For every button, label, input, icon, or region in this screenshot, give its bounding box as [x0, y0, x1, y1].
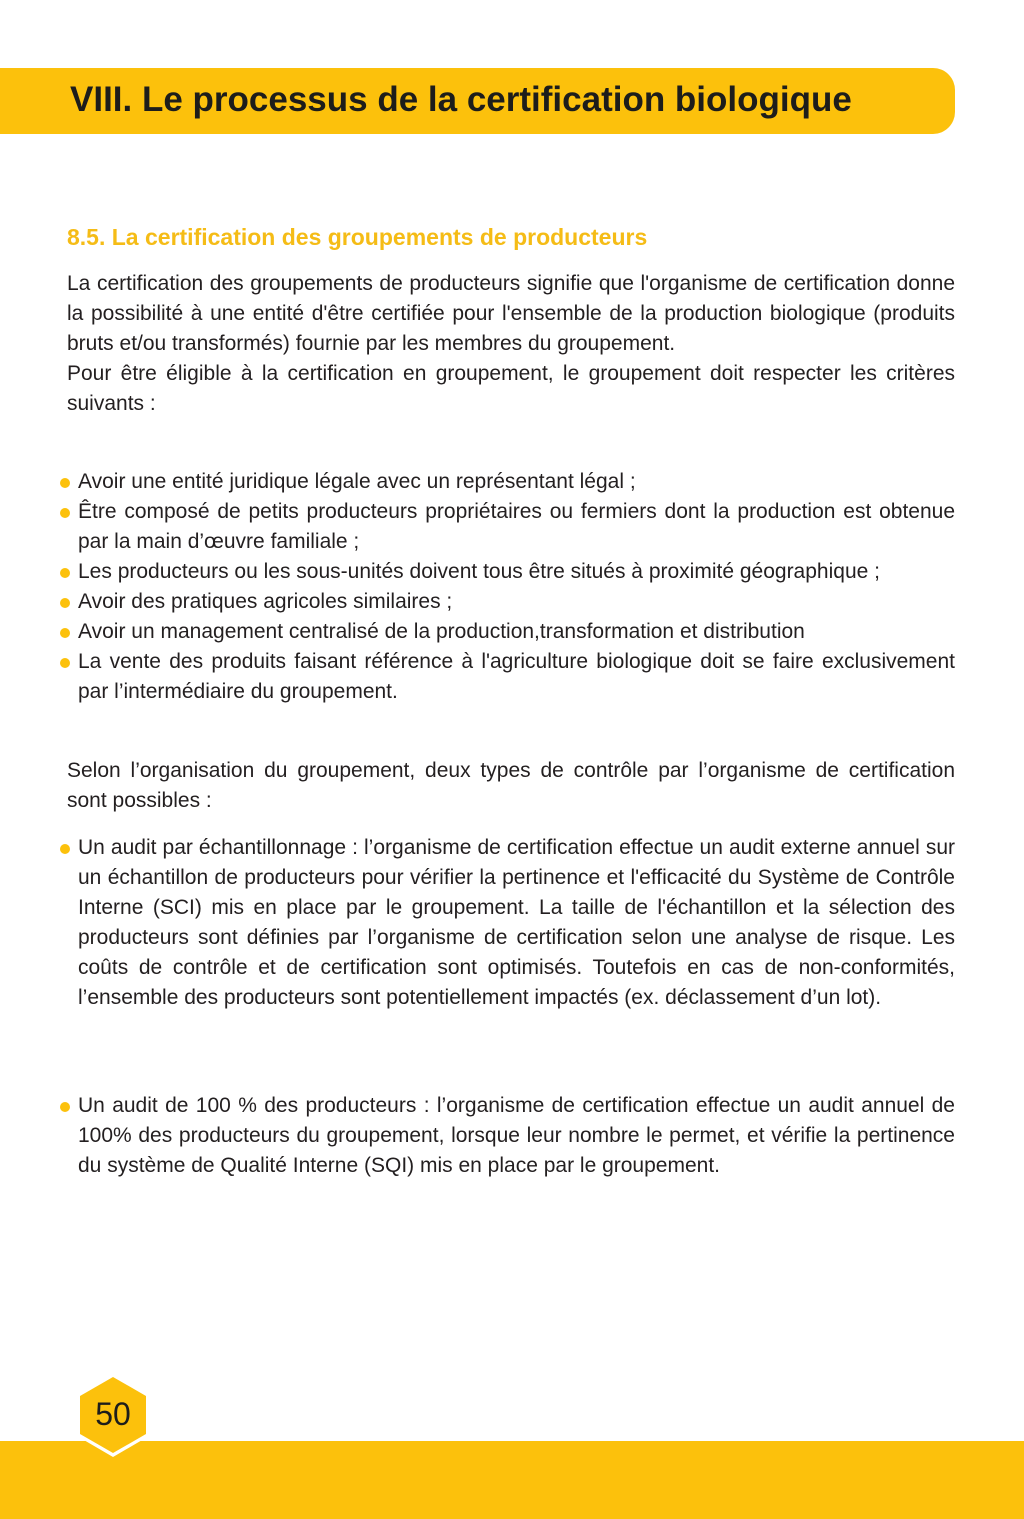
- criteria-text: Avoir des pratiques agricoles similaires ;: [78, 590, 453, 613]
- criteria-item: [57, 647, 955, 707]
- criteria-list: [57, 467, 955, 707]
- criteria-item: [57, 497, 955, 557]
- footer-band: [0, 1441, 1024, 1519]
- audit-text: Un audit de 100 % des producteurs : l’organisme de certification effectue un audit annuel de 100% des producteurs du groupement, lorsque leur nombre le permet, et vérifie la pertinence du système de Qualité Interne (SQI) mis en place par le groupement.: [78, 1094, 955, 1177]
- criteria-text: Être composé de petits producteurs propriétaires ou fermiers dont la production est obtenue par la main d’œuvre familiale ;: [78, 500, 955, 553]
- bullet-icon: [60, 1102, 70, 1112]
- page-number: 50: [95, 1396, 131, 1432]
- control-intro: [67, 756, 955, 816]
- criteria-text: Avoir un management centralisé de la production,transformation et distribution: [78, 620, 805, 643]
- audit-list: [57, 1091, 955, 1181]
- audit-text: Un audit par échantillonnage : l’organisme de certification effectue un audit externe annuel sur un échantillon de producteurs pour vérifier la pertinence et l'efficacité du Système de Contrôle Interne (SCI) mis en place par le groupement. La taille de l'échantillon et la sélection des producteurs sont définies par l’organisme de certification selon une analyse de risque. Les coûts de contrôle et de certification sont optimisés. Toutefois en cas de non-conformités, l’ensemble des producteurs sont potentiellement impactés (ex. déclassement d’un lot).: [78, 836, 955, 1009]
- bullet-icon: [60, 508, 70, 518]
- bullet-icon: [60, 478, 70, 488]
- criteria-text: Avoir une entité juridique légale avec un représentant légal ;: [78, 470, 636, 493]
- bullet-icon: [60, 658, 70, 668]
- intro-text: [67, 269, 955, 419]
- intro-paragraph: Pour être éligible à la certification en groupement, le groupement doit respecter les critères suivants :: [67, 362, 955, 415]
- audit-item: [57, 833, 955, 1013]
- section-title: 8.5. La certification des groupements de producteurs: [67, 224, 648, 250]
- bullet-icon: [60, 844, 70, 854]
- control-intro-text: Selon l’organisation du groupement, deux types de contrôle par l’organisme de certification sont possibles :: [67, 759, 955, 812]
- chapter-title: VIII. Le processus de la certification biologique: [70, 80, 852, 119]
- criteria-text: Les producteurs ou les sous-unités doivent tous être situés à proximité géographique ;: [78, 560, 880, 583]
- bullet-icon: [60, 568, 70, 578]
- criteria-item: [57, 467, 955, 497]
- bullet-icon: [60, 628, 70, 638]
- bullet-icon: [60, 598, 70, 608]
- criteria-text: La vente des produits faisant référence à l'agriculture biologique doit se faire exclusivement par l’intermédiaire du groupement.: [78, 650, 955, 703]
- intro-paragraph: La certification des groupements de producteurs signifie que l'organisme de certification donne la possibilité à une entité d'être certifiée pour l'ensemble de la production biologique (produits bruts et/ou transformés) fournie par les membres du groupement.: [67, 272, 955, 355]
- criteria-item: [57, 587, 955, 617]
- criteria-item: [57, 557, 955, 587]
- criteria-item: [57, 617, 955, 647]
- audit-item: [57, 1091, 955, 1181]
- audit-list: [57, 833, 955, 1013]
